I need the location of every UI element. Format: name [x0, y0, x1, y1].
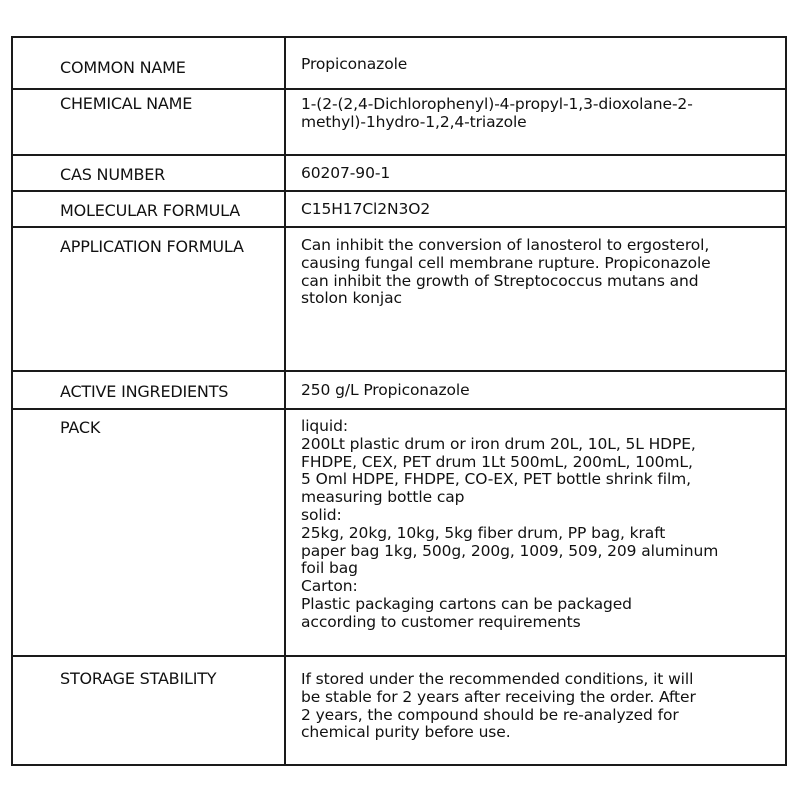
spec-table — [11, 36, 787, 766]
row-value: 60207-90-1 — [301, 164, 391, 182]
row-value: Can inhibit the conversion of lanosterol to ergosterol, causing fungal cell membrane rupture. Propiconazole can inhibit the growth of Streptococcus mutans and stolon konjac — [301, 236, 711, 308]
row-value: C15H17Cl2N3O2 — [301, 200, 431, 218]
row-label: MOLECULAR FORMULA — [60, 201, 240, 220]
row-label: PACK — [60, 418, 101, 437]
table-row-active-ingredients — [13, 372, 785, 410]
row-value: liquid: 200Lt plastic drum or iron drum 20L, 10L, 5L HDPE, FHDPE, CEX, PET drum 1Lt 500mL, 200mL, 100mL, 5 Oml HDPE, FHDPE, CO-EX, PET bottle shrink film, measuring bottle cap solid: 25kg, 20kg, 10kg, 5kg fiber drum, PP bag, kraft paper bag 1kg, 500g, 200g, 1009, 509, 209 aluminum foil bag Carton: Plastic packaging cartons can be packaged according to customer requirements — [301, 417, 719, 631]
row-label: STORAGE STABILITY — [60, 669, 217, 688]
table-row-cas-number — [13, 156, 785, 192]
table-row-pack — [13, 410, 785, 657]
row-label: CAS NUMBER — [60, 165, 166, 184]
row-value: 1-(2-(2,4-Dichlorophenyl)-4-propyl-1,3-dioxolane-2- methyl)-1hydro-1,2,4-triazole — [301, 95, 693, 131]
row-value: Propiconazole — [301, 55, 408, 73]
row-label: CHEMICAL NAME — [60, 94, 193, 113]
row-label: APPLICATION FORMULA — [60, 237, 244, 256]
table-row-chemical-name — [13, 90, 785, 156]
row-label: COMMON NAME — [60, 58, 186, 77]
table-row-application-formula — [13, 228, 785, 372]
row-label: ACTIVE INGREDIENTS — [60, 382, 229, 401]
row-value: 250 g/L Propiconazole — [301, 381, 470, 399]
table-row-common-name — [13, 38, 785, 90]
table-row-molecular-formula — [13, 192, 785, 228]
row-value: If stored under the recommended conditions, it will be stable for 2 years after receiving the order. After 2 years, the compound should be re-analyzed for chemical purity before use. — [301, 670, 696, 742]
table-row-storage-stability — [13, 657, 785, 764]
